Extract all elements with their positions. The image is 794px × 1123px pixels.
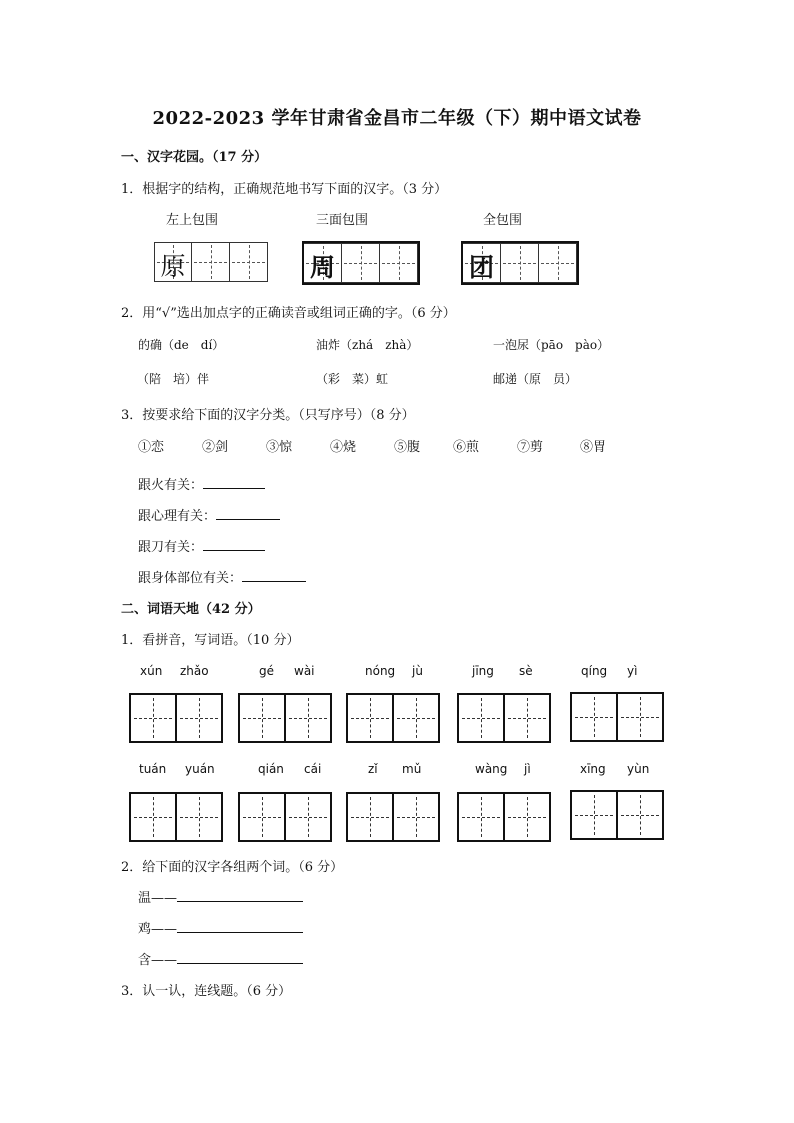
pinyin-syllable: jù — [412, 664, 423, 678]
answer-blank[interactable] — [177, 889, 303, 902]
pinyin-syllable: qián — [258, 762, 284, 776]
writing-cell[interactable] — [154, 242, 192, 282]
char-option: ⑥煎 — [453, 440, 480, 455]
pinyin-syllable: yùn — [627, 762, 650, 776]
word-writing-box[interactable] — [129, 792, 223, 842]
char-option: ③惊 — [266, 440, 293, 455]
choice-item[interactable]: （彩 菜）虹 — [316, 372, 389, 386]
pinyin-syllable: xīng — [580, 762, 606, 776]
q1-2-prompt: 2．用“√”选出加点字的正确读音或组词正确的字。（6 分） — [121, 306, 456, 321]
answer-blank[interactable] — [177, 920, 303, 933]
writing-cell[interactable] — [192, 242, 230, 282]
pinyin-syllable: yuán — [185, 762, 215, 776]
writing-cell[interactable] — [230, 242, 268, 282]
word-writing-box[interactable] — [129, 693, 223, 743]
char-option: ⑧胃 — [580, 440, 607, 455]
pinyin-syllable: nóng — [365, 664, 396, 678]
pinyin-syllable: gé — [259, 664, 274, 678]
choice-item[interactable]: 油炸（zhá zhà） — [316, 338, 419, 352]
q2-3-prompt: 3．认一认，连线题。（6 分） — [121, 984, 292, 999]
char-option: ⑤腹 — [394, 440, 421, 455]
word-writing-box[interactable] — [238, 693, 332, 743]
answer-blank[interactable] — [242, 569, 306, 582]
pinyin-syllable: wàng — [475, 762, 508, 776]
writing-cell[interactable] — [342, 243, 380, 283]
structure-label-2: 三面包围 — [316, 213, 369, 228]
pinyin-syllable: zhǎo — [180, 664, 209, 678]
char-option: ④烧 — [330, 440, 357, 455]
category-line: 跟身体部位有关： — [138, 567, 306, 586]
word-group-line: 温—— — [138, 887, 303, 906]
pinyin-syllable: sè — [519, 664, 533, 678]
pinyin-syllable: qíng — [581, 664, 608, 678]
char-option: ①恋 — [138, 440, 165, 455]
pinyin-syllable: jì — [524, 762, 531, 776]
writing-grid-1[interactable] — [154, 242, 268, 282]
q2-1-prompt: 1．看拼音，写词语。（10 分） — [121, 633, 300, 648]
word-group-line: 含—— — [138, 949, 303, 968]
q1-1-prompt: 1．根据字的结构，正确规范地书写下面的汉字。（3 分） — [121, 182, 448, 197]
word-writing-box[interactable] — [570, 692, 664, 742]
word-writing-box[interactable] — [238, 792, 332, 842]
pinyin-syllable: mǔ — [402, 762, 422, 776]
writing-cell[interactable] — [501, 243, 539, 283]
choice-item[interactable]: 邮递（原 员） — [493, 372, 578, 386]
page-title: 2022-2023 学年甘肃省金昌市二年级（下）期中语文试卷 — [152, 108, 642, 129]
choice-item[interactable]: 的确（de dí） — [138, 338, 225, 352]
writing-grid-3[interactable] — [461, 241, 579, 285]
category-line: 跟火有关： — [138, 474, 265, 493]
writing-cell[interactable] — [380, 243, 418, 283]
writing-cell[interactable] — [539, 243, 577, 283]
pinyin-syllable: yì — [627, 664, 638, 678]
pinyin-syllable: tuán — [139, 762, 167, 776]
answer-blank[interactable] — [216, 507, 280, 520]
word-writing-box[interactable] — [346, 693, 440, 743]
q1-3-prompt: 3．按要求给下面的汉字分类。（只写序号）（8 分） — [121, 408, 415, 423]
model-character: 原 — [160, 252, 186, 281]
choice-item[interactable]: （陪 培）伴 — [137, 372, 210, 386]
structure-label-3: 全包围 — [483, 213, 523, 228]
structure-label-1: 左上包围 — [166, 213, 219, 228]
category-line: 跟心理有关： — [138, 505, 280, 524]
pinyin-syllable: zǐ — [368, 762, 378, 776]
q2-2-prompt: 2．给下面的汉字各组两个词。（6 分） — [121, 860, 344, 875]
word-group-line: 鸡—— — [138, 918, 303, 937]
word-writing-box[interactable] — [457, 693, 551, 743]
answer-blank[interactable] — [203, 476, 265, 489]
writing-cell[interactable] — [463, 243, 501, 283]
word-writing-box[interactable] — [457, 792, 551, 842]
choice-item[interactable]: 一泡尿（pāo pào） — [493, 338, 610, 352]
pinyin-syllable: wài — [294, 664, 315, 678]
answer-blank[interactable] — [203, 538, 265, 551]
word-writing-box[interactable] — [570, 790, 664, 840]
section-1-heading: 一、汉字花园。（17 分） — [121, 150, 268, 165]
word-writing-box[interactable] — [346, 792, 440, 842]
writing-cell[interactable] — [304, 243, 342, 283]
writing-grid-2[interactable] — [302, 241, 420, 285]
model-character: 周 — [309, 253, 335, 282]
section-2-heading: 二、词语天地（42 分） — [121, 602, 261, 617]
pinyin-syllable: jīng — [472, 664, 494, 678]
pinyin-syllable: xún — [140, 664, 163, 678]
model-character: 团 — [468, 253, 494, 282]
answer-blank[interactable] — [177, 951, 303, 964]
pinyin-syllable: cái — [304, 762, 322, 776]
char-option: ⑦剪 — [517, 440, 544, 455]
char-option: ②剑 — [202, 440, 229, 455]
category-line: 跟刀有关： — [138, 536, 265, 555]
